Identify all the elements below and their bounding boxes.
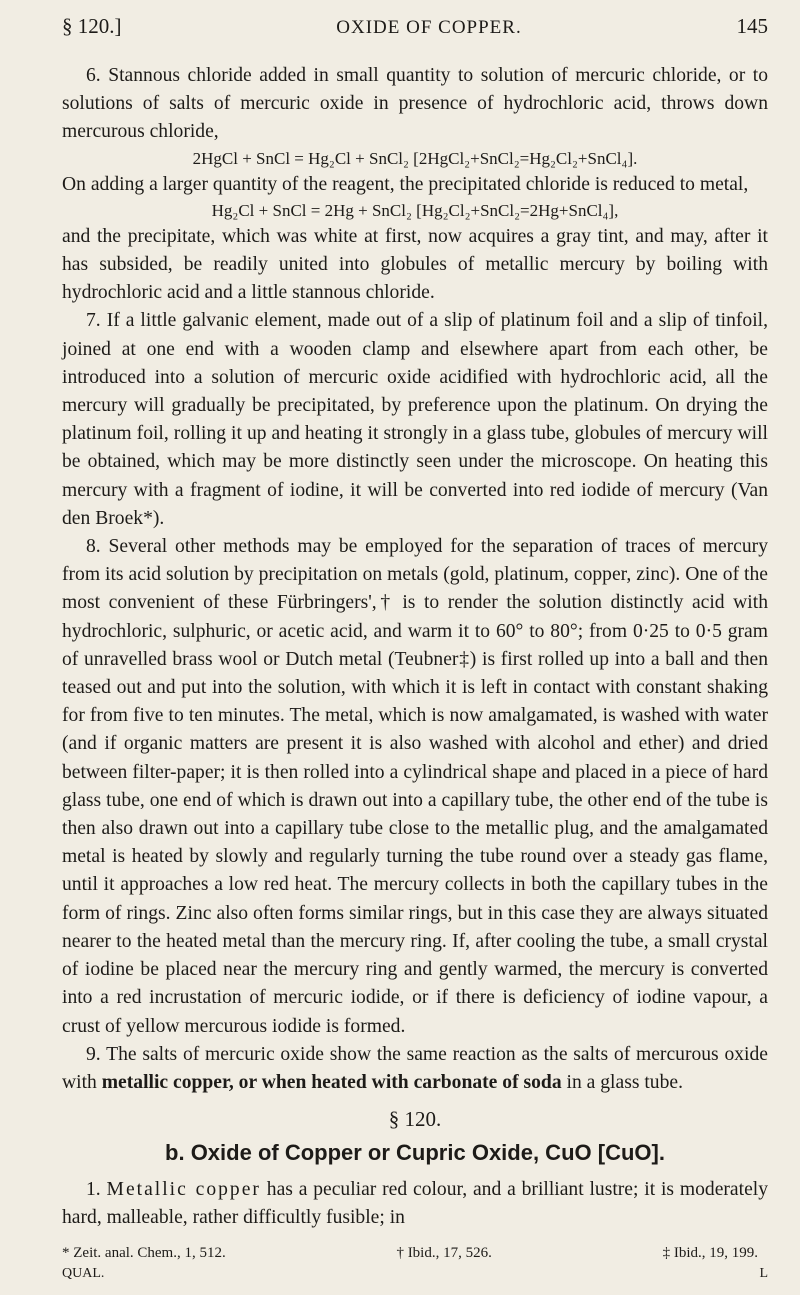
gathering-mark: L bbox=[759, 1265, 768, 1281]
p1-text: has a peculiar red colour, and a brilliant lustre; it is moderately hard, malleable, rather difficultly fusible; in bbox=[62, 1179, 769, 1229]
section-heading: § 120. bbox=[388, 1107, 442, 1132]
paragraph-8: 8. Several other methods may be employed for the separation of traces of mercury from its acid solution by precipitation on metals (gold, platinum, copper, zinc). One of the most convenient of these Fürbringers',† is to render the solution distinctly acid with hydrochloric, sulphuric, or acetic acid, and warm it to 60° to 80°; from 0·25 to 0·5 gram of unravelled brass wool or Dutch metal (Teubner‡) is first rolled up into a ball and then teased out and put into the solution, with which it is left in contact with constant shaking for from five to ten minutes. The metal, which is now amalgamated, is washed with water (and if organic matters are present it is also washed with alcohol and ether) and dried between filter-paper; it is then rolled into a cylindrical shape and placed in a piece of hard glass tube, one end of which is drawn out into a capillary tube, the other end of the tube is then also drawn out into a capillary tube close to the metallic plug, and the amalgamated metal is heated by slowly and regularly turning the tube round over a steady gas flame, until it approaches a low red heat. The mercury collects in both the capillary tubes in the form of rings. Zinc also often forms similar rings, but in this case they are always situated nearer to the heated metal than the mercury ring. If, after cooling the tube, a small crystal of iodine be placed near the mercury ring and gently warmed, the mercury is converted into a red incrustation of mercuric iodide, or if there is deficiency of iodine vapour, a crust of yellow mercurous iodide is formed. bbox=[62, 536, 768, 1037]
page bbox=[62, 14, 768, 1282]
p1-term: Metallic copper bbox=[106, 1179, 261, 1201]
p1-num: 1. bbox=[86, 1179, 107, 1201]
running-header bbox=[62, 14, 768, 48]
p9-text-c: in a glass tube. bbox=[561, 1071, 683, 1093]
p9-text-a: 9. The salts of mercuric oxide show the same reaction as the salts of mercurous oxide with bbox=[62, 1043, 768, 1093]
running-title: OXIDE OF COPPER. bbox=[336, 17, 522, 38]
signature-mark: QUAL. bbox=[62, 1265, 105, 1281]
footnote-3: ‡ Ibid., 19, 199. bbox=[662, 1244, 758, 1261]
paragraph-6a: 6. Stannous chloride added in small quantity to solution of mercuric chloride, or to solutions of salts of mercuric oxide in presence of hydrochloric acid, throws down mercurous chloride, bbox=[62, 65, 768, 143]
subsection-title: b. Oxide of Copper or Cupric Oxide, CuO [CuO]. bbox=[165, 1140, 665, 1166]
p9-bold: metallic copper, or when heated with carbonate of soda bbox=[101, 1071, 562, 1093]
footnote-2: † Ibid., 17, 526. bbox=[396, 1244, 492, 1261]
paragraph-6b: On adding a larger quantity of the reagent, the precipitated chloride is reduced to metal, bbox=[62, 173, 749, 195]
footnotes bbox=[62, 1245, 768, 1262]
paragraph-6c: and the precipitate, which was white at first, now acquires a gray tint, and may, after it has subsided, be readily united into globules of metallic mercury by boiling with hydrochloric acid and a little stannous chloride. bbox=[62, 225, 768, 304]
paragraph-1 bbox=[62, 1176, 768, 1232]
page-footer bbox=[62, 1266, 768, 1282]
paragraph-9 bbox=[62, 1041, 768, 1097]
section-ref: § 120.] bbox=[62, 14, 122, 38]
page-number: 145 bbox=[736, 14, 768, 38]
equation-2: Hg₂Cl + SnCl = 2Hg + SnCl₂ [Hg₂Cl₂+SnCl₂=2Hg+SnCl₄], bbox=[211, 200, 619, 220]
footnote-1: * Zeit. anal. Chem., 1, 512. bbox=[62, 1244, 226, 1261]
paragraph-7: 7. If a little galvanic element, made out of a slip of platinum foil and a slip of tinfoil, joined at one end with a wooden clamp and elsewhere apart from each other, be introduced into a solution of mercuric oxide acidified with hydrochloric acid, all the mercury will gradually be precipitated, by preference upon the platinum. On drying the platinum foil, rolling it up and heating it strongly in a glass tube, globules of mercury will be obtained, which may be more distinctly seen under the microscope. On heating this mercury with a fragment of iodine, it will be converted into red iodide of mercury (Van den Broek*). bbox=[62, 310, 768, 529]
equation-1: 2HgCl + SnCl = Hg₂Cl + SnCl₂ [2HgCl₂+SnCl₂=Hg₂Cl₂+SnCl₄]. bbox=[192, 148, 638, 168]
